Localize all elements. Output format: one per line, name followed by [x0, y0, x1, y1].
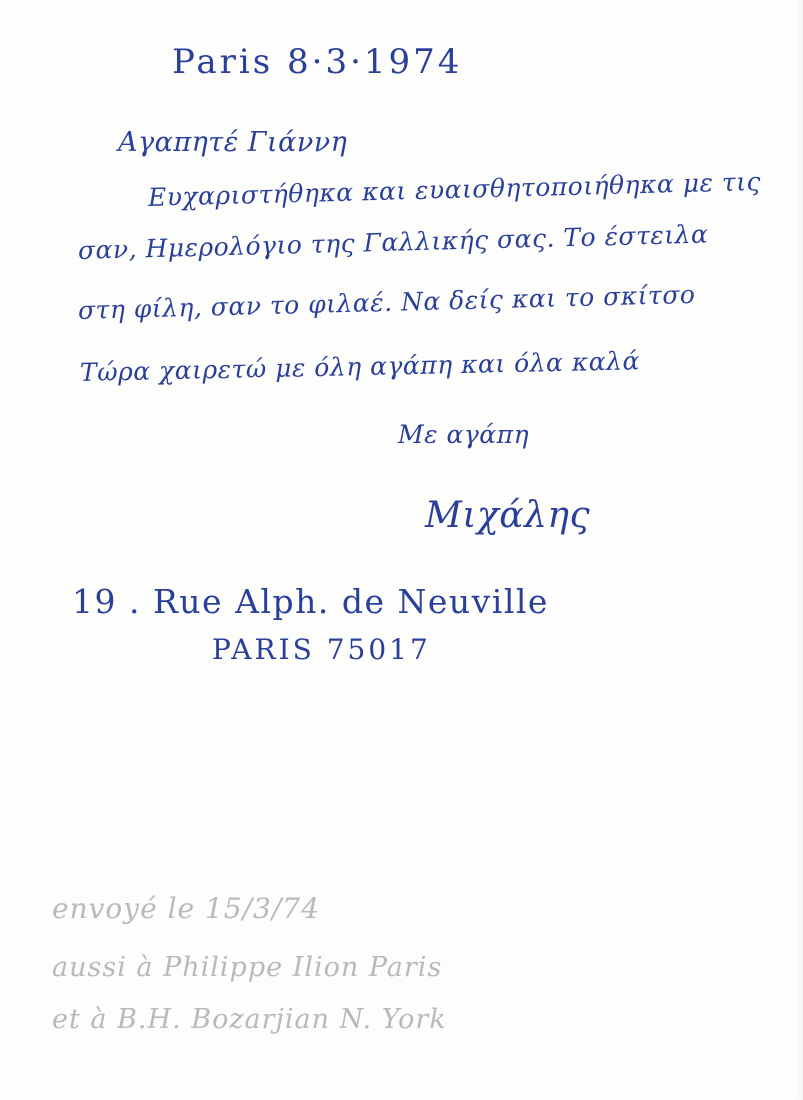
letter-body-line: Ευχαριστήθηκα και ευαισθητοποιήθηκα με τις	[147, 166, 762, 212]
address-city: PARIS 75017	[212, 633, 431, 666]
letter-body-line: στη φίλη, σαν το φιλαέ. Να δείς και το σκίτσο	[77, 279, 696, 325]
pencil-note-line: envoyé le 15/3/74	[52, 892, 320, 925]
address-street: 19 . Rue Alph. de Neuville	[72, 582, 549, 621]
pencil-note-line: aussi à Philippe Ilion Paris	[52, 952, 443, 983]
letter-salutation: Αγαπητέ Γιάννη	[118, 127, 348, 158]
pencil-note-line: et à B.H. Bozarjian N. York	[52, 1004, 447, 1035]
letter-body-line: Τώρα χαιρετώ με όλη αγάπη και όλα καλά	[79, 346, 641, 387]
letter-body-line: σαν, Ημερολόγιο της Γαλλικής σας. Το έστειλα	[77, 219, 709, 265]
signature: Μιχάλης	[425, 495, 591, 536]
letter-closing: Με αγάπη	[398, 420, 530, 449]
letter-date: Paris 8·3·1974	[172, 42, 463, 82]
